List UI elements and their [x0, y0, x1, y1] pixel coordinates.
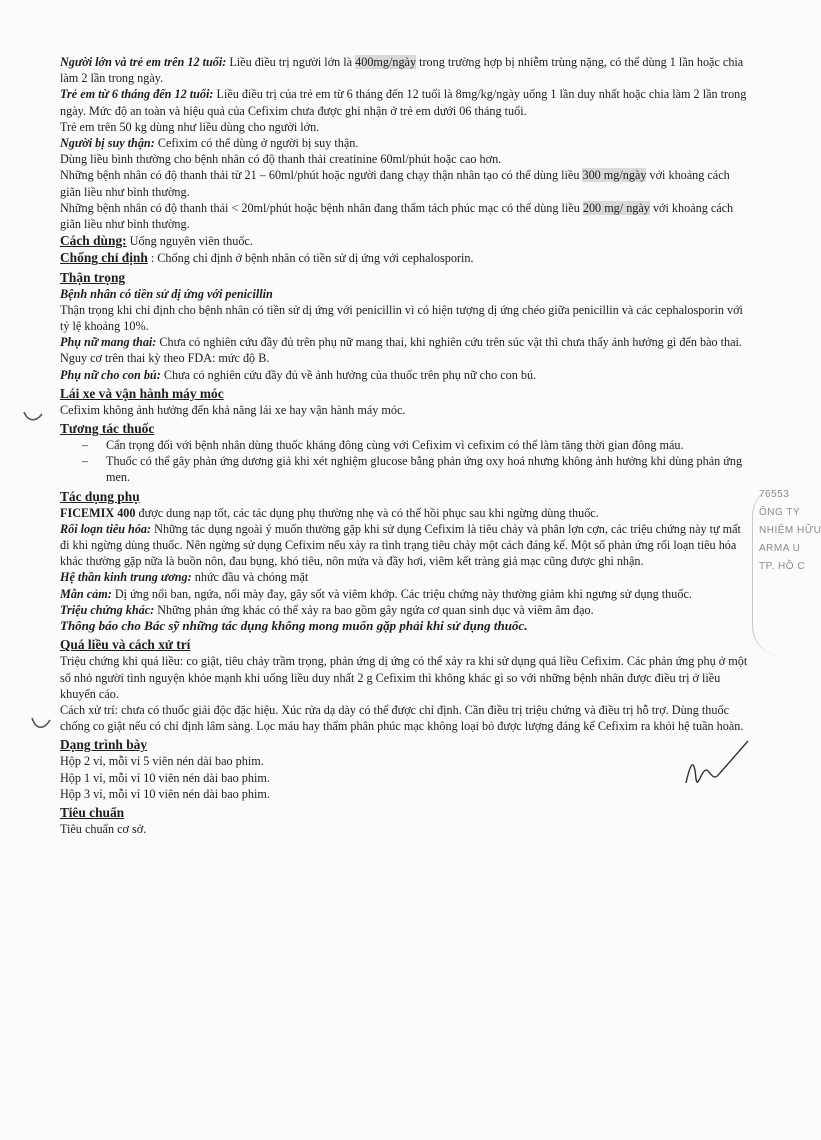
driving-heading: Lái xe và vận hành máy móc — [60, 385, 224, 401]
renal-paragraph — [60, 135, 750, 151]
cns-paragraph — [60, 569, 750, 585]
cns-label: Hệ thần kinh trung ương: — [60, 570, 192, 585]
adult-dose-text-end: trong trường hợp bị nhiễm trùng nặng, có thể dùng 1 lần hoặc chia làm 2 lần trong ngày. — [60, 55, 744, 86]
pregnancy-text: Chưa có nghiên cứu đầy đủ trên phụ nữ mang thai, khi nghiên cứu trên súc vật thì chưa thấy ảnh hưởng gì đến bào thai. Nguy cơ trên thai kỳ theo FDA: mức độ B. — [60, 335, 742, 366]
standard-text: Tiêu chuẩn cơ sở. — [60, 821, 147, 836]
cns-text: nhức đầu và chóng mặt — [191, 570, 309, 585]
dash-bullet: – — [82, 438, 89, 453]
renal-line-3-text: Những bệnh nhân có độ thanh thải < 20ml/phút hoặc bệnh nhân đang thẩm tách phúc mạc có thể dùng liều — [60, 200, 583, 215]
margin-tick-mark — [22, 408, 44, 424]
allergy-text: Dị ứng nổi ban, ngứa, nổi mày đay, gây sốt và viêm khớp. Các triệu chứng này thường giảm khi ngưng sử dụng thuốc. — [111, 586, 692, 601]
stamp-line: ARMA U — [759, 543, 801, 554]
renal-line-2-end: với khoảng cách giãn liều như bình thường. — [60, 168, 730, 199]
interaction-text: Cẩn trọng đối với bệnh nhân dùng thuốc kháng đông cùng với Cefixim vì cefixim có thể làm tăng thời gian đông máu. — [106, 438, 684, 453]
nursing-label: Phụ nữ cho con bú: — [60, 367, 161, 382]
child-dose-paragraph — [60, 86, 750, 118]
interaction-text: Thuốc có thể gây phản ứng dương giả khi xét nghiệm glucose bằng phản ứng oxy hoá nhưng không ảnh hưởng khi dùng phản ứng men. — [106, 454, 743, 485]
interactions-heading: Tương tác thuốc — [60, 421, 155, 437]
adult-dose-text: Liều điều trị người lớn là — [226, 55, 356, 69]
side-effects-intro — [60, 505, 750, 521]
company-stamp — [752, 486, 819, 656]
pregnancy-paragraph — [60, 334, 750, 366]
packaging-item: Hộp 3 vỉ, mỗi vỉ 10 viên nén dài bao phim. — [60, 786, 270, 801]
child-over-50kg: Trẻ em trên 50 kg dùng như liều dùng cho người lớn. — [60, 119, 320, 134]
packaging-item: Hộp 2 vỉ, mỗi vỉ 5 viên nén dài bao phim. — [60, 754, 264, 769]
renal-line-1: Dùng liều bình thường cho bệnh nhân có độ thanh thải creatinine 60ml/phút hoặc cao hơn. — [60, 152, 502, 167]
renal-text: Cefixim có thể dùng ở người bị suy thận. — [154, 136, 359, 151]
precautions-heading: Thận trọng — [60, 269, 126, 285]
renal-label: Người bị suy thận: — [60, 136, 155, 151]
child-dose-label: Trẻ em từ 6 tháng đến 12 tuổi: — [60, 87, 214, 102]
stamp-line: ÔNG TY — [759, 507, 801, 518]
contraindication-text: : Chống chỉ định ở bệnh nhân có tiền sử dị ứng với cephalosporin. — [147, 251, 474, 266]
overdose-heading: Quá liều và cách xử trí — [60, 637, 191, 653]
stamp-line: 76553 — [759, 489, 790, 500]
adult-dose-paragraph — [60, 54, 750, 86]
doctor-warning: Thông báo cho Bác sỹ những tác dụng không mong muốn gặp phải khi sử dụng thuốc. — [60, 618, 528, 634]
side-effects-intro-text: được dung nạp tốt, các tác dụng phụ thường nhẹ và có thể hồi phục sau khi ngừng dùng thuốc. — [135, 505, 599, 520]
renal-line-3-end: với khoảng cách giãn liều như bình thường. — [60, 200, 734, 232]
contraindication-paragraph — [60, 249, 750, 266]
usage-heading: Cách dùng: — [60, 233, 127, 249]
renal-line-3 — [60, 200, 750, 232]
brand-name: FICEMIX 400 — [60, 505, 136, 520]
leaflet-body — [60, 54, 750, 837]
driving-text: Cefixim không ảnh hưởng đến khả năng lái xe hay vận hành máy móc. — [60, 402, 406, 417]
usage-text: Uống nguyên viên thuốc. — [126, 234, 253, 249]
other-label: Triệu chứng khác: — [60, 602, 155, 617]
nursing-paragraph — [60, 367, 750, 383]
pregnancy-label: Phụ nữ mang thai: — [60, 335, 157, 350]
standard-heading: Tiêu chuẩn — [60, 804, 125, 820]
usage-paragraph — [60, 232, 750, 249]
renal-line-2-highlight: 300 mg/ngày — [582, 168, 647, 183]
renal-line-2-text: Những bệnh nhân có độ thanh thải từ 21 – 60ml/phút hoặc người đang chạy thận nhân tạo có thể dùng liều — [60, 168, 583, 183]
adult-dose-label: Người lớn và trẻ em trên 12 tuổi: — [60, 55, 227, 69]
gi-label: Rối loạn tiêu hóa: — [60, 521, 152, 536]
interaction-item — [60, 453, 750, 485]
renal-line-3-highlight: 200 mg/ ngày — [582, 200, 650, 215]
child-dose-text: Liều điều trị của trẻ em từ 6 tháng đến 12 tuổi là 8mg/kg/ngày uống 1 lần duy nhất hoặc chia làm 2 lần trong ngày. Mức độ an toàn và hiệu quả của Cefixim chưa được ghi nhận ở trẻ em dưới 06 tháng tuổi. — [60, 87, 747, 118]
precautions-text: Thận trọng khi chỉ định cho bệnh nhân có tiền sử dị ứng với penicillin vì có hiện tượng dị ứng chéo giữa penicillin và các cephalosporin với tỷ lệ khoảng 10%. — [60, 302, 743, 334]
renal-line-2 — [60, 167, 750, 199]
packaging-heading: Dạng trình bày — [60, 737, 148, 753]
stamp-line: TP. HỒ C — [759, 561, 806, 572]
overdose-treatment: Cách xử trí: chưa có thuốc giải độc đặc hiệu. Xúc rửa dạ dày có thể được chỉ định. Cần điều trị triệu chứng và điều trị hỗ trợ. Dùng thuốc chống co giật nếu có chỉ định lâm sàng. Lọc máu hay thẩm phân phúc mạc không loại bỏ được lượng đáng kể Cefixim ra khỏi hệ tuần hoàn. — [60, 702, 744, 734]
gi-text: Những tác dụng ngoài ý muốn thường gặp khi sử dụng Cefixim là tiêu chảy và phân lợn cợn, các triệu chứng này tự mất đi khi ngừng dùng thuốc. Nên ngừng sử dụng Cefixim nếu xảy ra tình trạng tiêu chảy một cách đáng kể. Một số phản ứng rối loạn tiêu hóa khác thường gặp nữa là buồn nôn, đau bụng, khó tiêu, nôn mửa và đầy hơi, viêm kết tràng giả mạc cũng được ghi nhận. — [60, 521, 741, 569]
gi-paragraph — [60, 521, 750, 570]
dash-bullet: – — [82, 454, 89, 469]
other-text: Những phản ứng khác có thể xảy ra bao gồm gây ngứa cơ quan sinh dục và viêm âm đạo. — [154, 602, 594, 617]
side-effects-heading: Tác dụng phụ — [60, 488, 140, 504]
stamp-line: NHIỆM HỮU — [759, 525, 821, 536]
allergy-label: Mẫn cảm: — [60, 586, 112, 601]
margin-tick-mark — [30, 716, 52, 732]
other-paragraph — [60, 602, 750, 618]
contraindication-heading: Chống chỉ định — [60, 250, 148, 266]
adult-dose-highlight: 400mg/ngày — [355, 55, 417, 69]
nursing-text: Chưa có nghiên cứu đầy đủ về ảnh hưởng của thuốc trên phụ nữ cho con bú. — [160, 367, 537, 382]
packaging-item: Hộp 1 vỉ, mỗi vỉ 10 viên nén dài bao phim. — [60, 770, 270, 785]
overdose-symptoms: Triệu chứng khi quá liều: co giật, tiêu chảy trầm trọng, phản ứng dị ứng có thể xảy ra khi sử dụng quá liều Cefixim. Các phản ứng phụ ở một số nhỏ người tình nguyện khỏe mạnh khi uống liều duy nhất 2 g Cefixim thì không khác gì so với những bệnh nhân được điều trị ở liều khuyến cáo. — [60, 654, 748, 701]
interaction-item — [60, 437, 750, 453]
allergy-paragraph — [60, 586, 750, 602]
precautions-subheading: Bệnh nhân có tiền sử dị ứng với penicillin — [60, 286, 273, 301]
signature-mark — [680, 735, 760, 795]
